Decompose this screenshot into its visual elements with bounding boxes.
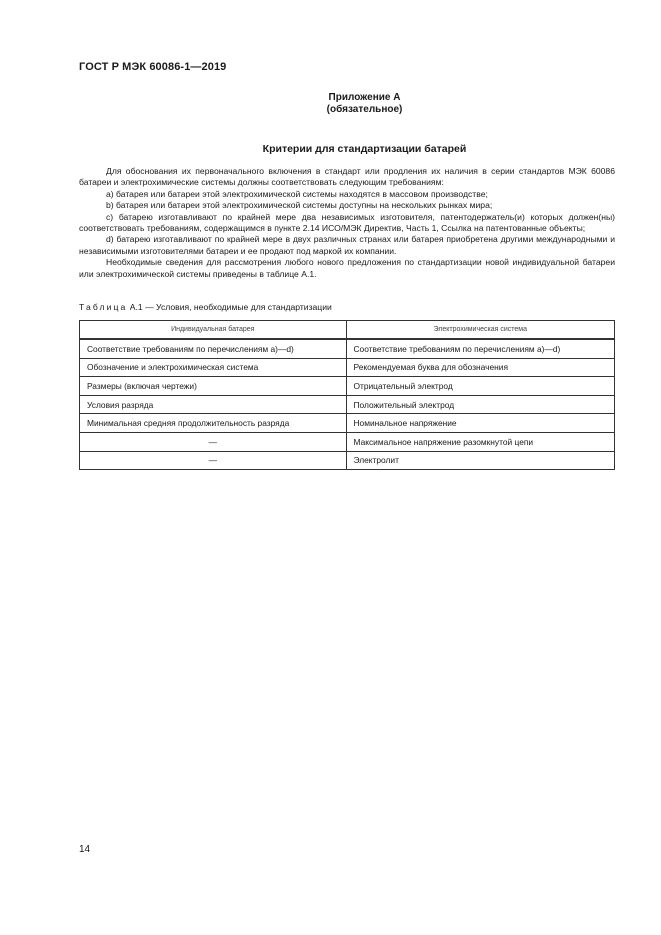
table-cell: Рекомендуемая буква для обозначения	[346, 358, 615, 377]
table-cell: Обозначение и электрохимическая система	[80, 358, 347, 377]
header-electrochemical-system: Электрохимическая система	[346, 321, 615, 340]
section-title: Критерии для стандартизации батарей	[262, 143, 467, 155]
table-cell-empty: —	[80, 432, 347, 451]
table-cell: Соответствие требованиям по перечислениям а)—d)	[80, 339, 347, 358]
paragraph: a) батарея или батареи этой электрохимической системы находятся в массовом производстве;	[106, 188, 488, 199]
table-cell: Электролит	[346, 451, 615, 470]
table-row	[80, 451, 615, 470]
paragraph: d) батарею изготавливают по крайней мере в двух различных странах или батарея приобретена другими международными и независимыми изготовителями батареи и ее продают под маркой их компании.	[79, 234, 615, 256]
annex-status: (обязательное)	[326, 104, 403, 115]
annex-title: Приложение А	[328, 92, 401, 103]
table-cell: Минимальная средняя продолжительность разряда	[80, 414, 347, 433]
table-cell: Соответствие требованиям по перечислениям а)—d)	[346, 339, 615, 358]
table-row	[80, 414, 615, 433]
body-text	[79, 166, 615, 280]
table-row	[80, 377, 615, 396]
page-number: 14	[79, 844, 91, 855]
table-header-row	[80, 321, 615, 340]
paragraph: Для обоснования их первоначального включения в стандарт или продления их наличия в серии стандартов МЭК 60086 батареи и электрохимические системы должны соответствовать следующим требованиям:	[79, 166, 615, 188]
table-caption	[79, 302, 332, 312]
table-row	[80, 432, 615, 451]
paragraph: b) батарея или батареи этой электрохимической системы доступны на нескольких рынках мира;	[106, 200, 493, 211]
table-cell: Номинальное напряжение	[346, 414, 615, 433]
paragraph: Необходимые сведения для рассмотрения любого нового предложения по стандартизации новой индивидуальной батареи или электрохимической системы приведены в таблице А.1.	[79, 257, 615, 279]
table-caption-label: Таблица	[79, 302, 128, 312]
table-cell: Положительный электрод	[346, 395, 615, 414]
document-header: ГОСТ Р МЭК 60086-1—2019	[79, 61, 227, 73]
table-cell: Размеры (включая чертежи)	[80, 377, 347, 396]
table-row	[80, 395, 615, 414]
requirements-table	[79, 320, 615, 470]
header-individual-battery: Индивидуальная батарея	[80, 321, 347, 340]
table-row	[80, 339, 615, 358]
annex-heading	[34, 92, 661, 116]
table-cell-empty: —	[80, 451, 347, 470]
table-cell: Максимальное напряжение разомкнутой цепи	[346, 432, 615, 451]
table-caption-text: А.1 — Условия, необходимые для стандартизации	[127, 302, 332, 312]
table-cell: Отрицательный электрод	[346, 377, 615, 396]
table-cell: Условия разряда	[80, 395, 347, 414]
table-row	[80, 358, 615, 377]
paragraph: c) батарею изготавливают по крайней мере два независимых изготовителя, патентодержатель(и) которых должен(ны) соответствовать требованиям, содержащимся в пункте 2.14 ИСО/МЭК Директив, Часть 1, Ссылка на патентованные объекты;	[79, 211, 615, 234]
